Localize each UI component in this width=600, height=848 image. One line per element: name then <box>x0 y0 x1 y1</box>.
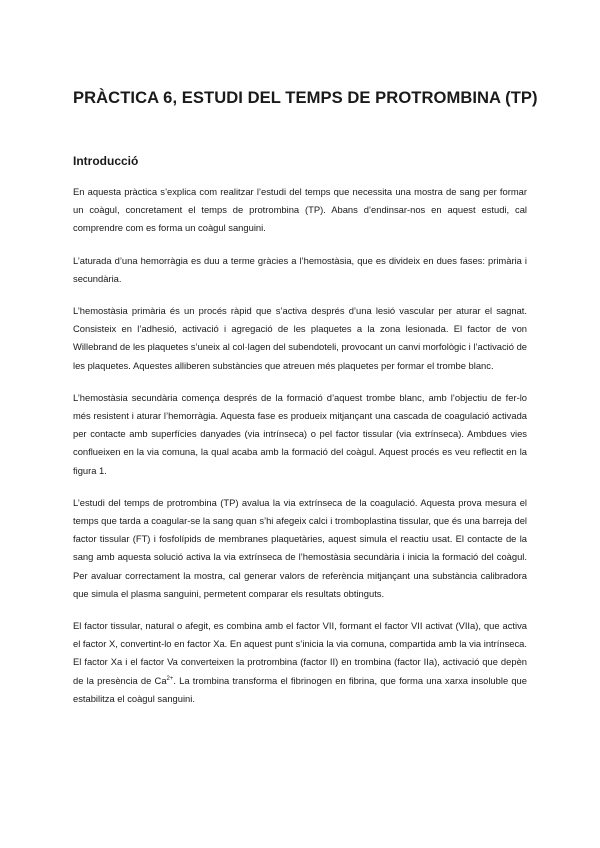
calcium-charge-superscript: 2+ <box>166 675 174 682</box>
paragraph-3: L’hemostàsia primària és un procés ràpid que s’activa després d’una lesió vascular per aturar el sagnat. Consisteix en l’adhesió, activació i agregació de les plaquetes a la zona lesionada. El factor de von Willebrand de les plaquetes s’uneix al col·lagen del subendoteli, provocant un canvi morfològic i l’activació de les plaquetes. Aquestes alliberen substàncies que atreuen més plaquetes per formar el trombe blanc. <box>73 305 527 371</box>
paragraph-4: L’hemostàsia secundària comença després de la formació d’aquest trombe blanc, amb l’objectiu de fer-lo més resistent i aturar l’hemorràgia. Aquesta fase es produeix mitjançant una cascada de coagulació activada per contacte amb superfícies danyades (via intrínseca) o pel factor tissular (via extrínseca). Ambdues vies conflueixen en la via comuna, la qual acaba amb la formació del coàgul. Aquest procés es veu reflectit en la figura 1. <box>73 391 527 476</box>
section-heading-introduccio: Introducció <box>73 154 139 168</box>
paragraph-6-tail: . La trombina transforma el fibrinogen en fibrina, que forma una xarxa insoluble que estabilitza el coàgul sanguini. <box>73 674 527 704</box>
paragraph-6 <box>73 617 527 708</box>
paragraph-5: L’estudi del temps de protrombina (TP) avalua la via extrínseca de la coagulació. Aquesta prova mesura el temps que tarda a coagular-se la sang quan s’hi afegeix calci i tromboplastina tissular, que és una barreja del factor tissular (FT) i fosfolípids de membranes plaquetàries, aquest simula el reactiu usat. El contacte de la sang amb aquesta solució activa la via extrínseca de l’hemostàsia secundària i inicia la formació del coàgul. Per avaluar correctament la mostra, cal generar valors de referència mitjançant una substància calibradora que simula el plasma sanguini, permetent comparar els resultats obtinguts. <box>73 496 527 599</box>
paragraph-6-text: El factor tissular, natural o afegit, es combina amb el factor VII, formant el factor VII activat (VIIa), que activa el factor X, convertint-lo en factor Xa. En aquest punt s’inicia la via comuna, compartida amb la via intrínseca. El factor Xa i el factor Va converteixen la protrombina (factor II) en trombina (factor IIa), activació que depèn de la presència de Ca <box>73 620 527 686</box>
paragraph-1: En aquesta pràctica s’explica com realitzar l’estudi del temps que necessita una mostra de sang per formar un coàgul, concretament el temps de protrombina (TP). Abans d’endinsar-nos en aquest estudi, cal comprendre com es forma un coàgul sanguini. <box>73 186 527 234</box>
paragraph-2: L’aturada d’una hemorràgia es duu a terme gràcies a l’hemostàsia, que es divideix en dues fases: primària i secundària. <box>73 254 527 284</box>
body-text <box>73 183 527 722</box>
page-title: PRÀCTICA 6, ESTUDI DEL TEMPS DE PROTROMBINA (TP) <box>73 88 538 107</box>
